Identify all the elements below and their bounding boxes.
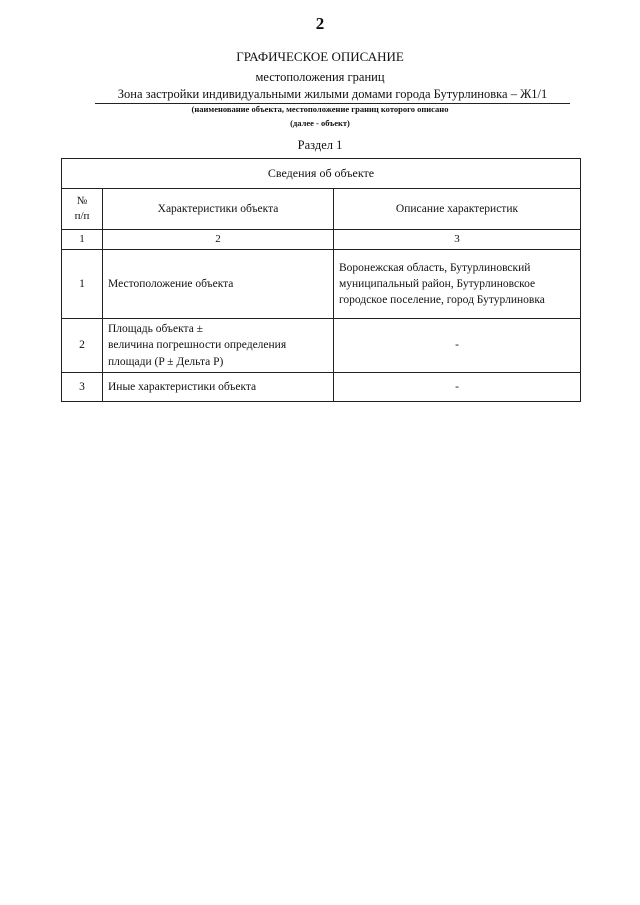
document-title: ГРАФИЧЕСКОЕ ОПИСАНИЕ (236, 49, 404, 64)
description-line: городское поселение, город Бутурлиновка (339, 294, 545, 307)
object-caption-alias: (далее - объект) (290, 118, 350, 128)
header-characteristic: Характеристики объекта (103, 189, 334, 230)
description-line: - (455, 339, 459, 352)
zone-name: Зона застройки индивидуальными жилыми домами города Бутурлиновка – Ж1/1 (95, 87, 570, 104)
characteristic-line: Местоположение объекта (108, 278, 234, 291)
table-header-row (62, 189, 581, 230)
row-description (334, 250, 581, 319)
document-subtitle: местоположения границ (255, 70, 385, 84)
table-row (62, 250, 581, 319)
page-number: 2 (315, 14, 325, 33)
header-description: Описание характеристик (334, 189, 581, 230)
section-label: Раздел 1 (297, 138, 343, 152)
characteristic-line: площади (P ± Дельта P) (108, 355, 224, 368)
characteristic-line: Иные характеристики объекта (108, 380, 257, 393)
table-title: Сведения об объекте (62, 159, 581, 189)
row-characteristic (103, 372, 334, 401)
characteristic-line: величина погрешности определения (108, 339, 287, 352)
description-line: муниципальный район, Бутурлиновское (339, 278, 536, 291)
index-cell: 2 (103, 230, 334, 250)
index-cell: 1 (62, 230, 103, 250)
row-number: 1 (62, 250, 103, 319)
header-number-abbr: п/п (74, 210, 90, 222)
object-info-table (61, 158, 581, 402)
characteristic-line: Площадь объекта ± (108, 323, 203, 336)
header-number-sign: № (76, 194, 88, 207)
index-cell: 3 (334, 230, 581, 250)
row-description (334, 319, 581, 372)
row-number: 2 (62, 319, 103, 372)
row-description (334, 372, 581, 401)
row-characteristic (103, 250, 334, 319)
row-characteristic (103, 319, 334, 372)
table-title-row (62, 159, 581, 189)
object-caption: (наименование объекта, местоположение границ которого описано (191, 104, 449, 114)
description-line: Воронежская область, Бутурлиновский (339, 262, 531, 275)
table-row (62, 372, 581, 401)
table-index-row (62, 230, 581, 250)
table-row (62, 319, 581, 372)
row-number: 3 (62, 372, 103, 401)
description-line: - (455, 380, 459, 393)
header-number (62, 189, 103, 230)
